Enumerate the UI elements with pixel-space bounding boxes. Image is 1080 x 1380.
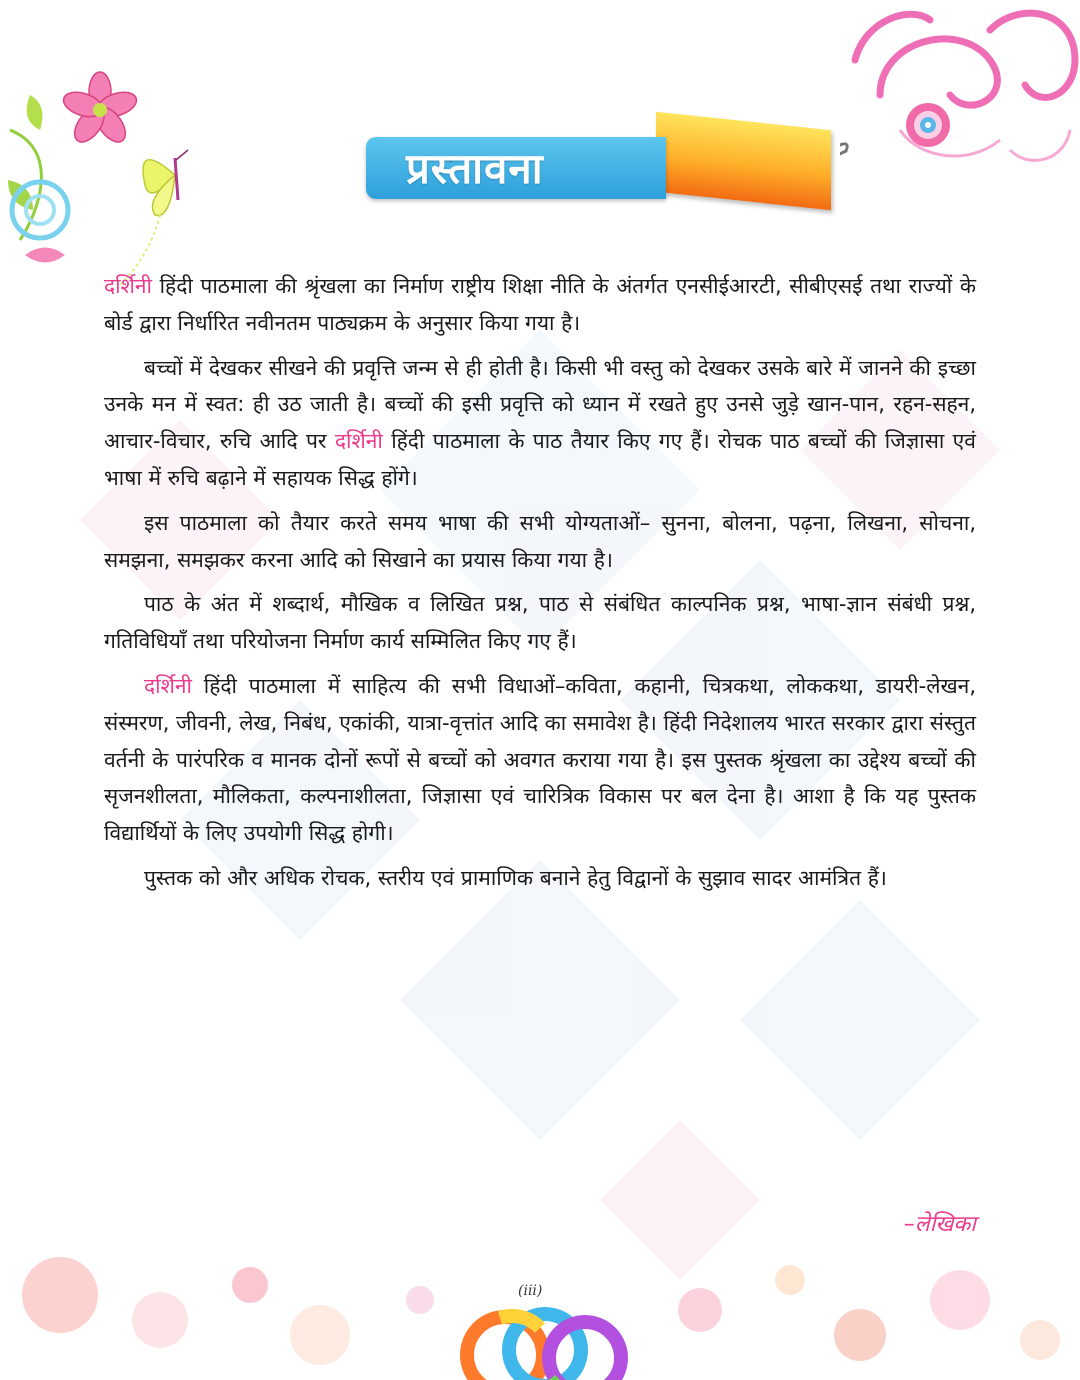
brand-name: दर्शिनी (104, 274, 152, 298)
paragraph-2 (104, 350, 976, 497)
paragraph-text: हिंदी पाठमाला की श्रृंखला का निर्माण राष्ट्रीय शिक्षा नीति के अंतर्गत एनसीईआरटी, सीबीएसई तथा राज्यों के बोर्ड द्वारा निर्धारित नवीनतम पाठ्यक्रम के अनुसार किया गया है। (104, 274, 976, 335)
title-banner (366, 133, 836, 203)
paragraph-3: इस पाठमाला को तैयार करते समय भाषा की सभी योग्यताओं– सुनना, बोलना, पढ़ना, लिखना, सोचना, समझना, समझकर करना आदि को सिखाने का प्रयास किया गया है। (104, 510, 976, 572)
page-number: (iii) (518, 1283, 543, 1299)
floral-corner-decoration (0, 70, 220, 300)
flower-icon (60, 72, 139, 147)
paragraph-text: हिंदी पाठमाला में साहित्य की सभी विधाओं–कविता, कहानी, चित्रकथा, लोककथा, डायरी-लेखन, संस्मरण, जीवनी, लेख, निबंध, एकांकी, यात्रा-वृत्तांत आदि का समावेश है। हिंदी निदेशालय भारत सरकार द्वारा संस्तुत वर्तनी के पारंपरिक व मानक दोनों रूपों से बच्चों को अवगत कराया गया है। इस पुस्तक श्रृंखला का उद्देश्य बच्चों की सृजनशीलता, मौलिकता, कल्पनाशीलता, जिज्ञासा एवं चारित्रिक विकास पर बल देना है। आशा है कि यह पुस्तक विद्यार्थियों के लिए उपयोगी सिद्ध होगी। (104, 673, 976, 846)
flower-icon (906, 103, 950, 147)
rings-logo (467, 1314, 621, 1380)
author-signature: –लेखिका (903, 1212, 976, 1237)
bubbles-bottom-decoration (0, 1240, 1080, 1380)
page-title: प्रस्तावना (406, 144, 544, 193)
paragraph-6: पुस्तक को और अधिक रोचक, स्तरीय एवं प्रामाणिक बनाने हेतु विद्वानों के सुझाव सादर आमंत्रित हैं। (144, 865, 887, 890)
swirl-corner-decoration (840, 0, 1080, 180)
title-banner-tag (656, 112, 831, 210)
preface-body (104, 268, 976, 905)
brand-name: दर्शिनी (334, 429, 383, 454)
paragraph-4: पाठ के अंत में शब्दार्थ, मौखिक व लिखित प्रश्न, पाठ से संबंधित काल्पनिक प्रश्न, भाषा-ज्ञान संबंधी प्रश्न, गतिविधियाँ तथा परियोजना निर्माण कार्य सम्मिलित किए गए हैं। (104, 592, 976, 654)
butterfly-icon (143, 150, 188, 216)
paragraph-text: बच्चों में देखकर सीखने की प्रवृत्ति जन्म से ही होती है। किसी भी वस्तु को देखकर उसके बारे में जानने की इच्छा उनके मन में स्वत: ही उठ जाती है। बच्चों की इसी प्रवृत्ति को ध्यान में रखते हुए उनसे जुड़े खान-पान, रहन-सहन, आचार-विचार, रुचि आदि पर (104, 355, 976, 454)
brand-name: दर्शिनी (144, 673, 192, 698)
paragraph-text: हिंदी पाठमाला के पाठ तैयार किए गए हैं। रोचक पाठ बच्चों की जिज्ञासा एवं भाषा में रुचि बढ़ाने में सहायक सिद्ध होंगे। (104, 429, 976, 490)
paragraph-1 (104, 268, 976, 342)
paperclip-icon (840, 144, 847, 167)
paragraph-5 (104, 668, 976, 852)
